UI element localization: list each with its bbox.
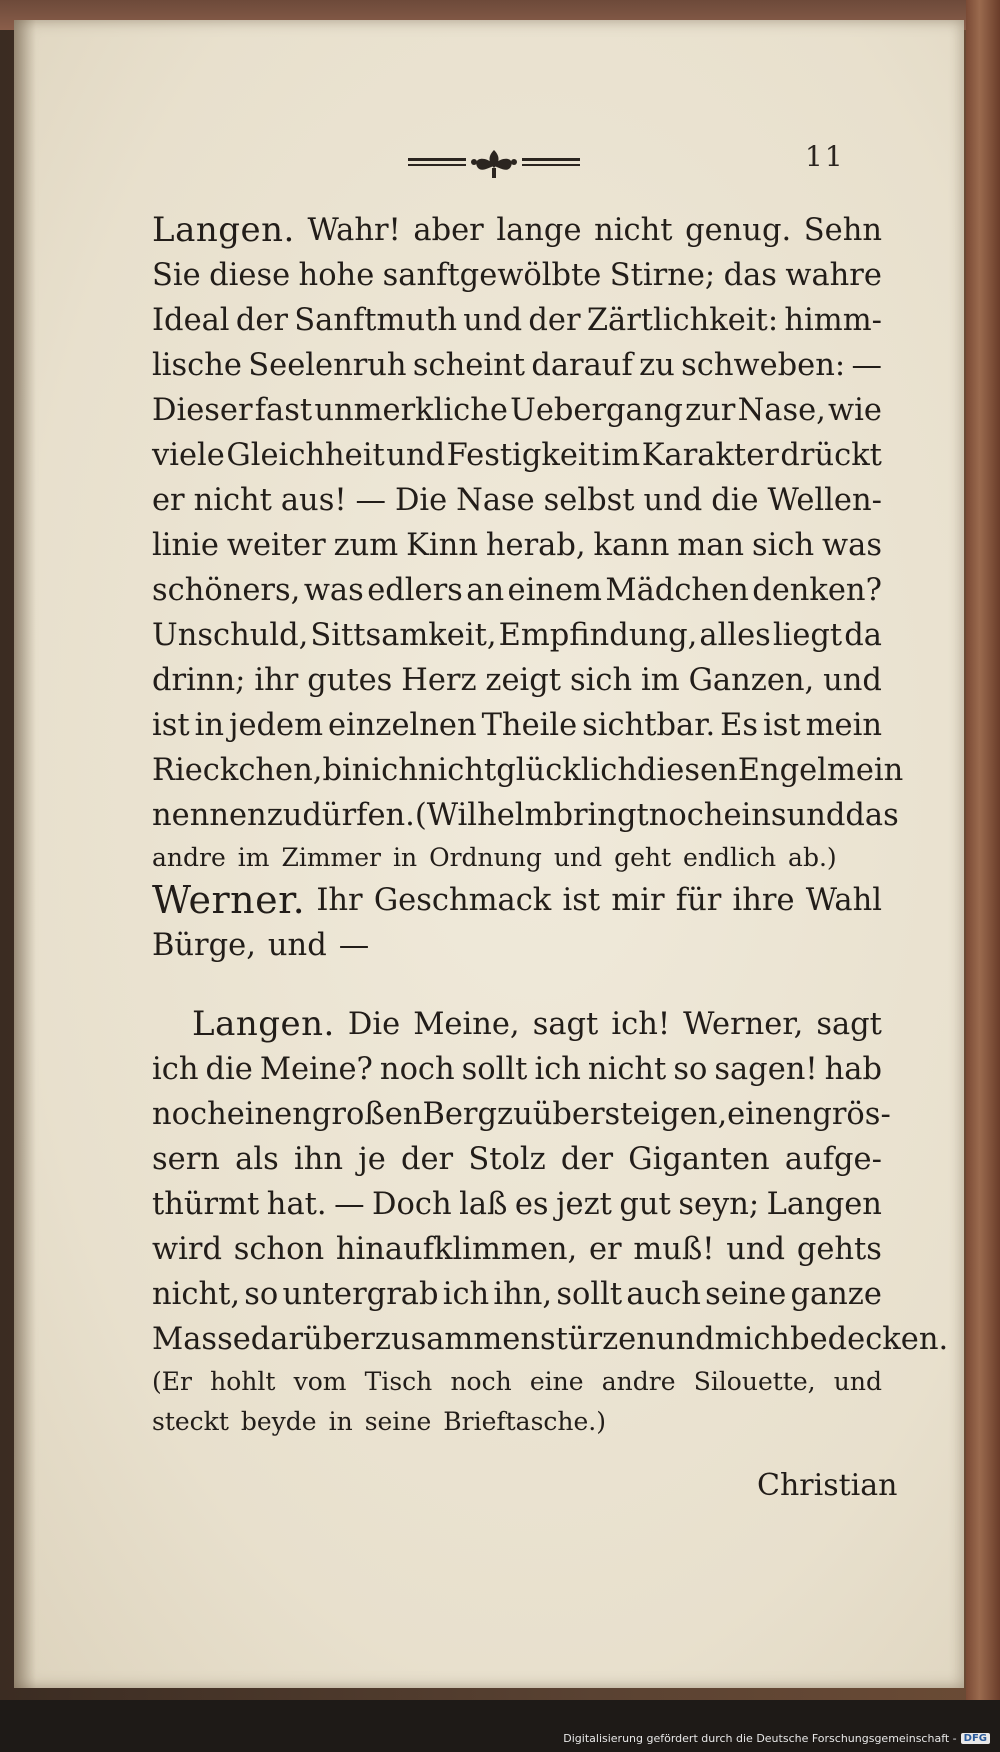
word: andre [152,843,226,872]
word: eine [529,1367,584,1396]
word: ich [442,1277,490,1312]
word: Kinn [406,528,478,563]
word: sagt [532,1007,599,1042]
word: sern [152,1142,220,1177]
word: was [303,573,364,608]
word: es [514,1187,549,1222]
word: bedecken. [790,1322,949,1357]
word: so [244,1277,279,1312]
word: Ihr [316,883,363,918]
word: andre [601,1367,676,1396]
word: sanftgewölbte [382,258,602,293]
word: denken? [752,573,882,608]
word: Dieser [152,393,253,428]
word: zum [333,528,399,563]
word: (Er [152,1367,192,1396]
word: Meine, [413,1007,520,1042]
word: gehts [796,1232,882,1267]
text-line [152,923,882,968]
word: im [601,438,641,473]
word: sollt [461,1052,528,1087]
word: mich [714,1322,791,1357]
text-line [152,1137,882,1182]
word: ihr [254,663,299,698]
word: ich [152,1052,199,1087]
word: sich [569,663,633,698]
word: Wahl [805,883,882,918]
word: Ideal [152,303,230,338]
word: und [553,843,603,872]
word: hab [824,1052,882,1087]
word: und [463,303,523,338]
word: auch [626,1277,701,1312]
word: kann [593,528,670,563]
word: mir [611,883,665,918]
word: gut [619,1187,671,1222]
word: wahre [785,258,882,293]
word: in [328,1407,353,1436]
word: diese [209,258,291,293]
word: ganze [790,1277,882,1312]
word: noch [450,1367,512,1396]
word: ab.) [788,843,837,872]
word: darüber [250,1322,375,1357]
word: genug. [685,213,792,248]
word: als [235,1142,279,1177]
word: ist [152,708,190,743]
word: himm- [784,303,882,338]
word: wie [828,393,882,428]
word: thürmt [152,1187,260,1222]
word: nicht, [152,1277,241,1312]
word: Zärtlichkeit: [586,303,779,338]
word: ich [371,753,418,788]
word: Geschmack [373,883,552,918]
word: Engel [737,753,827,788]
word: ihn [293,1142,344,1177]
word: hat. [266,1187,327,1222]
word: dürfen. [302,798,415,833]
word: jedem [228,708,323,743]
text-line [152,658,882,703]
text-line [152,208,882,253]
word: Silouette, [693,1367,816,1396]
word: Brieftasche.) [443,1407,606,1436]
word: hohe [298,258,375,293]
word: das [845,798,899,833]
word: seine [705,1277,787,1312]
dfg-logo: DFG [961,1733,990,1744]
word: noch [379,1052,455,1087]
word: Es [720,708,759,743]
word: selbst [543,483,635,518]
word: da [844,618,882,653]
word: und [786,798,846,833]
book-cover-edge [966,0,1000,1700]
word: was [822,528,882,563]
word: seine [364,1407,432,1436]
word: einen [727,1097,813,1132]
word: noch [152,1097,227,1132]
word: Festigkeit [446,438,600,473]
word: sichtbar. [582,708,716,743]
word: Giganten [628,1142,770,1177]
text-line [152,748,904,793]
word: endlich [683,843,777,872]
word: Unschuld, [152,618,309,653]
word: Sie [152,258,201,293]
word: sich [751,528,815,563]
word: zusammenstürzen [374,1322,656,1357]
word: der [560,1142,614,1177]
word: nennen [152,798,267,833]
word: zu [266,798,303,833]
word: Empfindung, [498,618,698,653]
text-line [152,1092,891,1137]
word: — [851,348,882,383]
word: Mädchen [605,573,749,608]
word: gutes [307,663,393,698]
word: herab, [485,528,586,563]
word: Seelenruh [248,348,407,383]
word: schöners, [152,573,301,608]
credit-text: Digitalisierung gefördert durch die Deutsche Forschungsgemeinschaft - [563,1732,957,1745]
word: nicht [587,1052,667,1087]
word: darauf [531,348,633,383]
word: aber [413,213,484,248]
word: Uebergang [510,393,683,428]
word: Sanftmuth [294,303,458,338]
word: geht [614,843,672,872]
word: ihn, [493,1277,553,1312]
word: der [235,303,288,338]
text-line [152,703,882,748]
word: hohlt [210,1367,276,1396]
word: Langen [766,1187,882,1222]
text-line [152,478,882,523]
word: einen [226,1097,312,1132]
word: bin [322,753,372,788]
word: Ganzen, [688,663,815,698]
text-line [152,1227,882,1272]
word: einem [507,573,602,608]
word: und [267,928,327,963]
word: (Wilhelm [414,798,554,833]
word: eins [723,798,787,833]
word: drückt [780,438,882,473]
word: noch [648,798,724,833]
word: Herz [401,663,477,698]
word: fast [254,393,313,428]
word: muß! [633,1232,715,1267]
speaker-name: Langen. [152,210,295,250]
word: schon [233,1232,325,1267]
text-line [152,1047,882,1092]
word: seyn; [678,1187,760,1222]
word: ich [534,1052,581,1087]
page-gutter-shadow [14,20,36,1688]
word: bringt [553,798,649,833]
page-number: 11 [805,140,845,173]
word: alles [699,618,771,653]
body-text [152,208,949,1442]
word: ist [562,883,601,918]
word: ihre [732,883,795,918]
word: die [711,483,759,518]
word: einzelnen [327,708,477,743]
word: — [334,1187,365,1222]
word: Sehn [803,213,882,248]
word: nicht [193,483,272,518]
word: Stirne; [609,258,716,293]
word: linie [152,528,219,563]
word: — [338,928,370,963]
word: und [386,438,446,473]
word: Meine? [259,1052,373,1087]
word: Sittsamkeit, [310,618,497,653]
word: Die [394,483,448,518]
word: drinn; [152,663,246,698]
word: in [393,843,418,872]
word: der [528,303,581,338]
word: untergrab [282,1277,439,1312]
word: hinaufklimmen, [335,1232,578,1267]
word: unmerkliche [314,393,508,428]
word: Wahr! [307,213,401,248]
speaker-name: Langen. [192,1004,335,1044]
word: nicht [594,213,673,248]
text-line [152,613,882,658]
word: steckt [152,1407,229,1436]
word: scheint [412,348,525,383]
word: und [726,1232,786,1267]
word: viele [152,438,225,473]
word: schweben: [681,348,846,383]
text-line [152,878,882,923]
word: übersteigen, [532,1097,728,1132]
text-line [152,568,882,613]
word: Karakter [641,438,779,473]
text-line [152,793,899,838]
text-line [152,388,882,433]
word: im [237,843,270,872]
word: die [205,1052,253,1087]
word: weiter [226,528,326,563]
word: mein [805,708,882,743]
word: aus! [280,483,347,518]
speaker-name: Werner. [152,878,306,922]
word: und [643,483,703,518]
word: wird [152,1232,222,1267]
word: und [655,1322,715,1357]
word: lange [496,213,582,248]
word: großen [311,1097,423,1132]
word: zeigt [485,663,562,698]
word: laß [459,1187,508,1222]
word: das [723,258,777,293]
word: Ordnung [429,843,542,872]
word: grös- [812,1097,891,1132]
word: er [588,1232,622,1267]
word: aufge- [784,1142,882,1177]
word: zur [685,393,736,428]
word: man [677,528,745,563]
word: an [466,573,505,608]
word: sagen! [714,1052,818,1087]
word: Berg [422,1097,498,1132]
word: lische [152,348,242,383]
word: vom [293,1367,347,1396]
word: liegt [772,618,843,653]
word: edlers [367,573,463,608]
word: Rieckchen, [152,753,323,788]
word: Theile [481,708,578,743]
word: der [400,1142,454,1177]
text-line [152,838,882,878]
word: Bürge, [152,928,256,963]
word: — [355,483,387,518]
text-line [152,343,882,388]
text-line [152,433,882,478]
word: ist [763,708,801,743]
word: Nase [456,483,535,518]
word: jezt [556,1187,612,1222]
text-line [152,1317,949,1362]
word: Werner, [683,1007,804,1042]
text-line [152,298,882,343]
word: Stolz [468,1142,546,1177]
catchword: Christian [757,1468,898,1503]
word: sollt [556,1277,623,1312]
word: Wellen- [767,483,882,518]
word: zu [639,348,675,383]
word: ich! [611,1007,671,1042]
text-line [152,1002,882,1047]
word: in [194,708,225,743]
word: zu [497,1097,533,1132]
word: je [358,1142,386,1177]
word: für [675,883,722,918]
word: nicht [417,753,497,788]
word: Tisch [364,1367,433,1396]
word: Nase, [737,393,826,428]
word: Zimmer [281,843,381,872]
word: er [152,483,185,518]
word: Die [347,1007,401,1042]
word: und [823,663,882,698]
text-line [152,1362,882,1402]
word: mein [826,753,904,788]
word: so [673,1052,708,1087]
word: Doch [372,1187,452,1222]
word: sagt [816,1007,882,1042]
text-line [152,1402,882,1442]
text-line [152,1272,882,1317]
word: im [640,663,680,698]
word: Masse [152,1322,251,1357]
word: beyde [240,1407,317,1436]
word: Gleichheit [226,438,385,473]
text-line [152,1182,882,1227]
paragraph-gap [152,968,882,1002]
fleuron-ornament-icon [408,146,580,182]
word: glücklich [496,753,637,788]
text-line [152,523,882,568]
word: und [833,1367,882,1396]
digitization-credit [563,1732,990,1745]
text-line [152,253,882,298]
word: diesen [637,753,738,788]
